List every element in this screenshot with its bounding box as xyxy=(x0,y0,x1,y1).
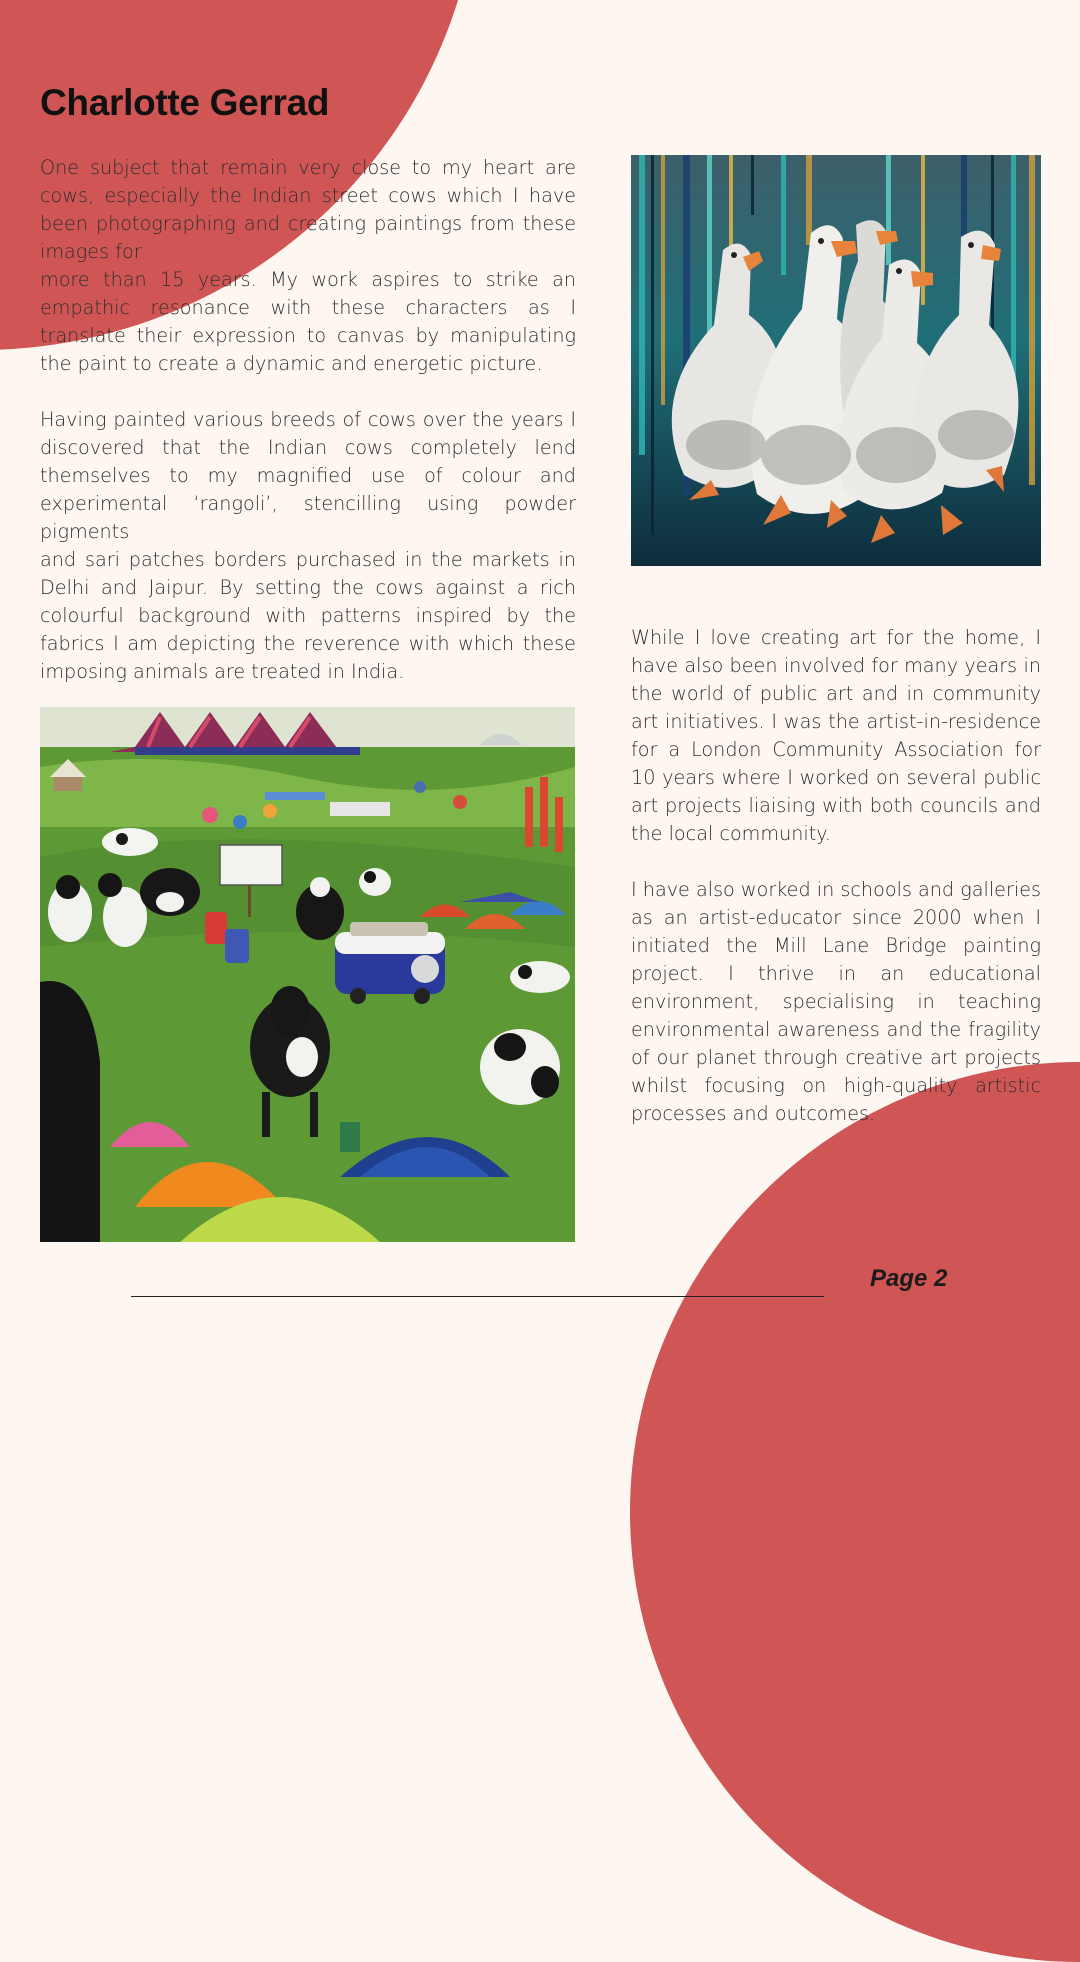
right-paragraph-1: While I love creating art for the home, I have also been involved for many years in the world of public art and in community art initiatives. I was the artist-in-residence for a London Community Association for 10 years where I worked on several public art projects liaising with both councils and the local community. xyxy=(631,626,1041,845)
right-paragraph-2: I have also worked in schools and galleries as an artist-educator since 2000 when I initiated the Mill Lane Bridge painting project. I thrive in an educational environment, specialising in teaching environmental awareness and the fragility of our planet through creative art projects whilst focusing on high-quality artistic processes and outcomes. xyxy=(631,878,1041,1125)
cows-festival-painting xyxy=(40,707,575,1242)
page-title: Charlotte Gerrad xyxy=(40,82,330,123)
footer-divider xyxy=(131,1296,824,1297)
decorative-blob-bottom xyxy=(630,1062,1080,1962)
left-paragraph-1: One subject that remain very close to my heart are cows, especially the Indian street cows which I have been photographing and creating paintings from these images for more than 15 years. My work aspires to strike an empathic resonance with these characters as I translate their expression to canvas by manipulating the paint to create a dynamic and energetic picture. xyxy=(40,156,576,375)
ducks-painting xyxy=(631,155,1041,566)
left-paragraph-2: Having painted various breeds of cows over the years I discovered that the Indian cows completely lend themselves to my magnified use of colour and experimental ‘rangoli’, stencilling using powder pigments and sari patches borders purchased in the markets in Delhi and Jaipur. By setting the cows against a rich colourful background with patterns inspired by the fabrics I am depicting the reverence with which these imposing animals are treated in India. xyxy=(40,408,576,683)
page-number: Page 2 xyxy=(870,1265,948,1292)
